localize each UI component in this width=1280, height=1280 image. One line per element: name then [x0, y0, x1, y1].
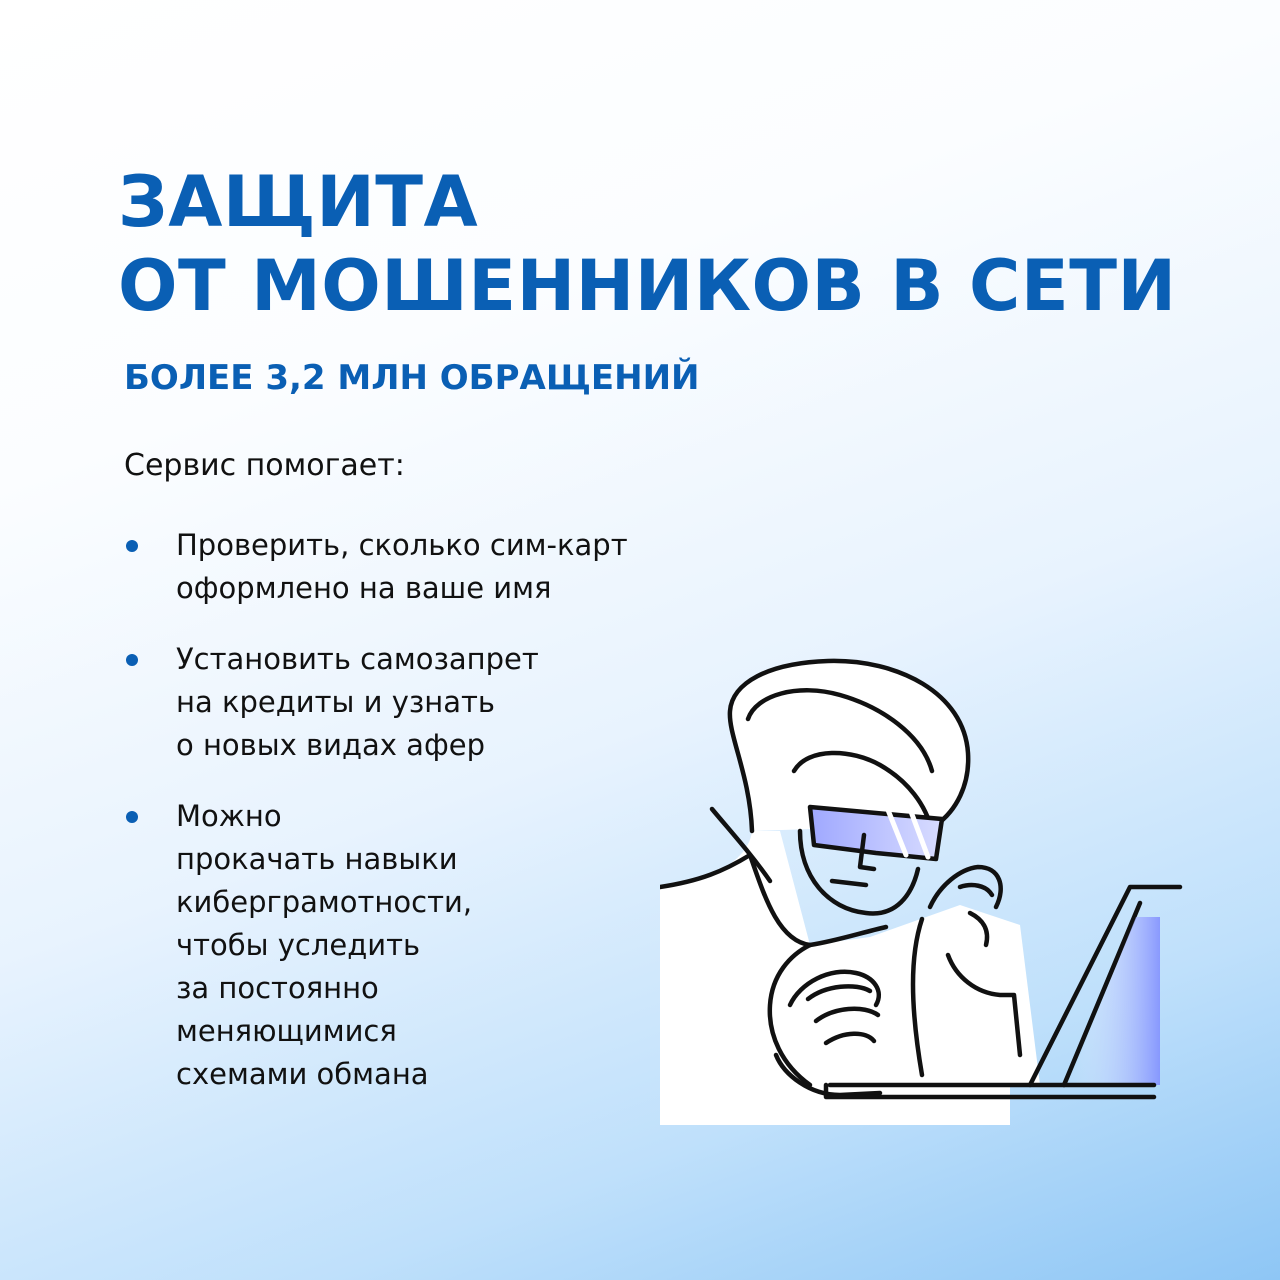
list-item-line: Установить самозапрет [176, 642, 539, 676]
list-item-line: оформлено на ваше имя [176, 571, 552, 605]
list-item [124, 795, 744, 1096]
bullet-icon [126, 811, 138, 823]
list-item-line: меняющимися [176, 1014, 397, 1048]
stat-headline: БОЛЕЕ 3,2 МЛН ОБРАЩЕНИЙ [124, 358, 700, 398]
bullet-icon [126, 654, 138, 666]
intro-text: Сервис помогает: [124, 448, 405, 483]
list-item [124, 524, 744, 610]
title-line-1: ЗАЩИТА [118, 161, 479, 243]
bullet-icon [126, 540, 138, 552]
list-item-line: прокачать навыки [176, 842, 458, 876]
list-item-line: на кредиты и узнать [176, 685, 495, 719]
hooded-hacker-at-laptop-icon [660, 655, 1190, 1145]
list-item-line: схемами обмана [176, 1057, 429, 1091]
list-item-line: Можно [176, 799, 282, 833]
list-item-line: чтобы уследить [176, 928, 421, 962]
title-line-2: ОТ МОШЕННИКОВ В СЕТИ [118, 245, 1177, 327]
list-item-line: о новых видах афер [176, 728, 485, 762]
page-title [118, 160, 1177, 328]
list-item-line: за постоянно [176, 971, 379, 1005]
list-item [124, 638, 744, 767]
benefits-list [124, 524, 744, 1124]
list-item-line: киберграмотности, [176, 885, 473, 919]
list-item-line: Проверить, сколько сим-карт [176, 528, 628, 562]
